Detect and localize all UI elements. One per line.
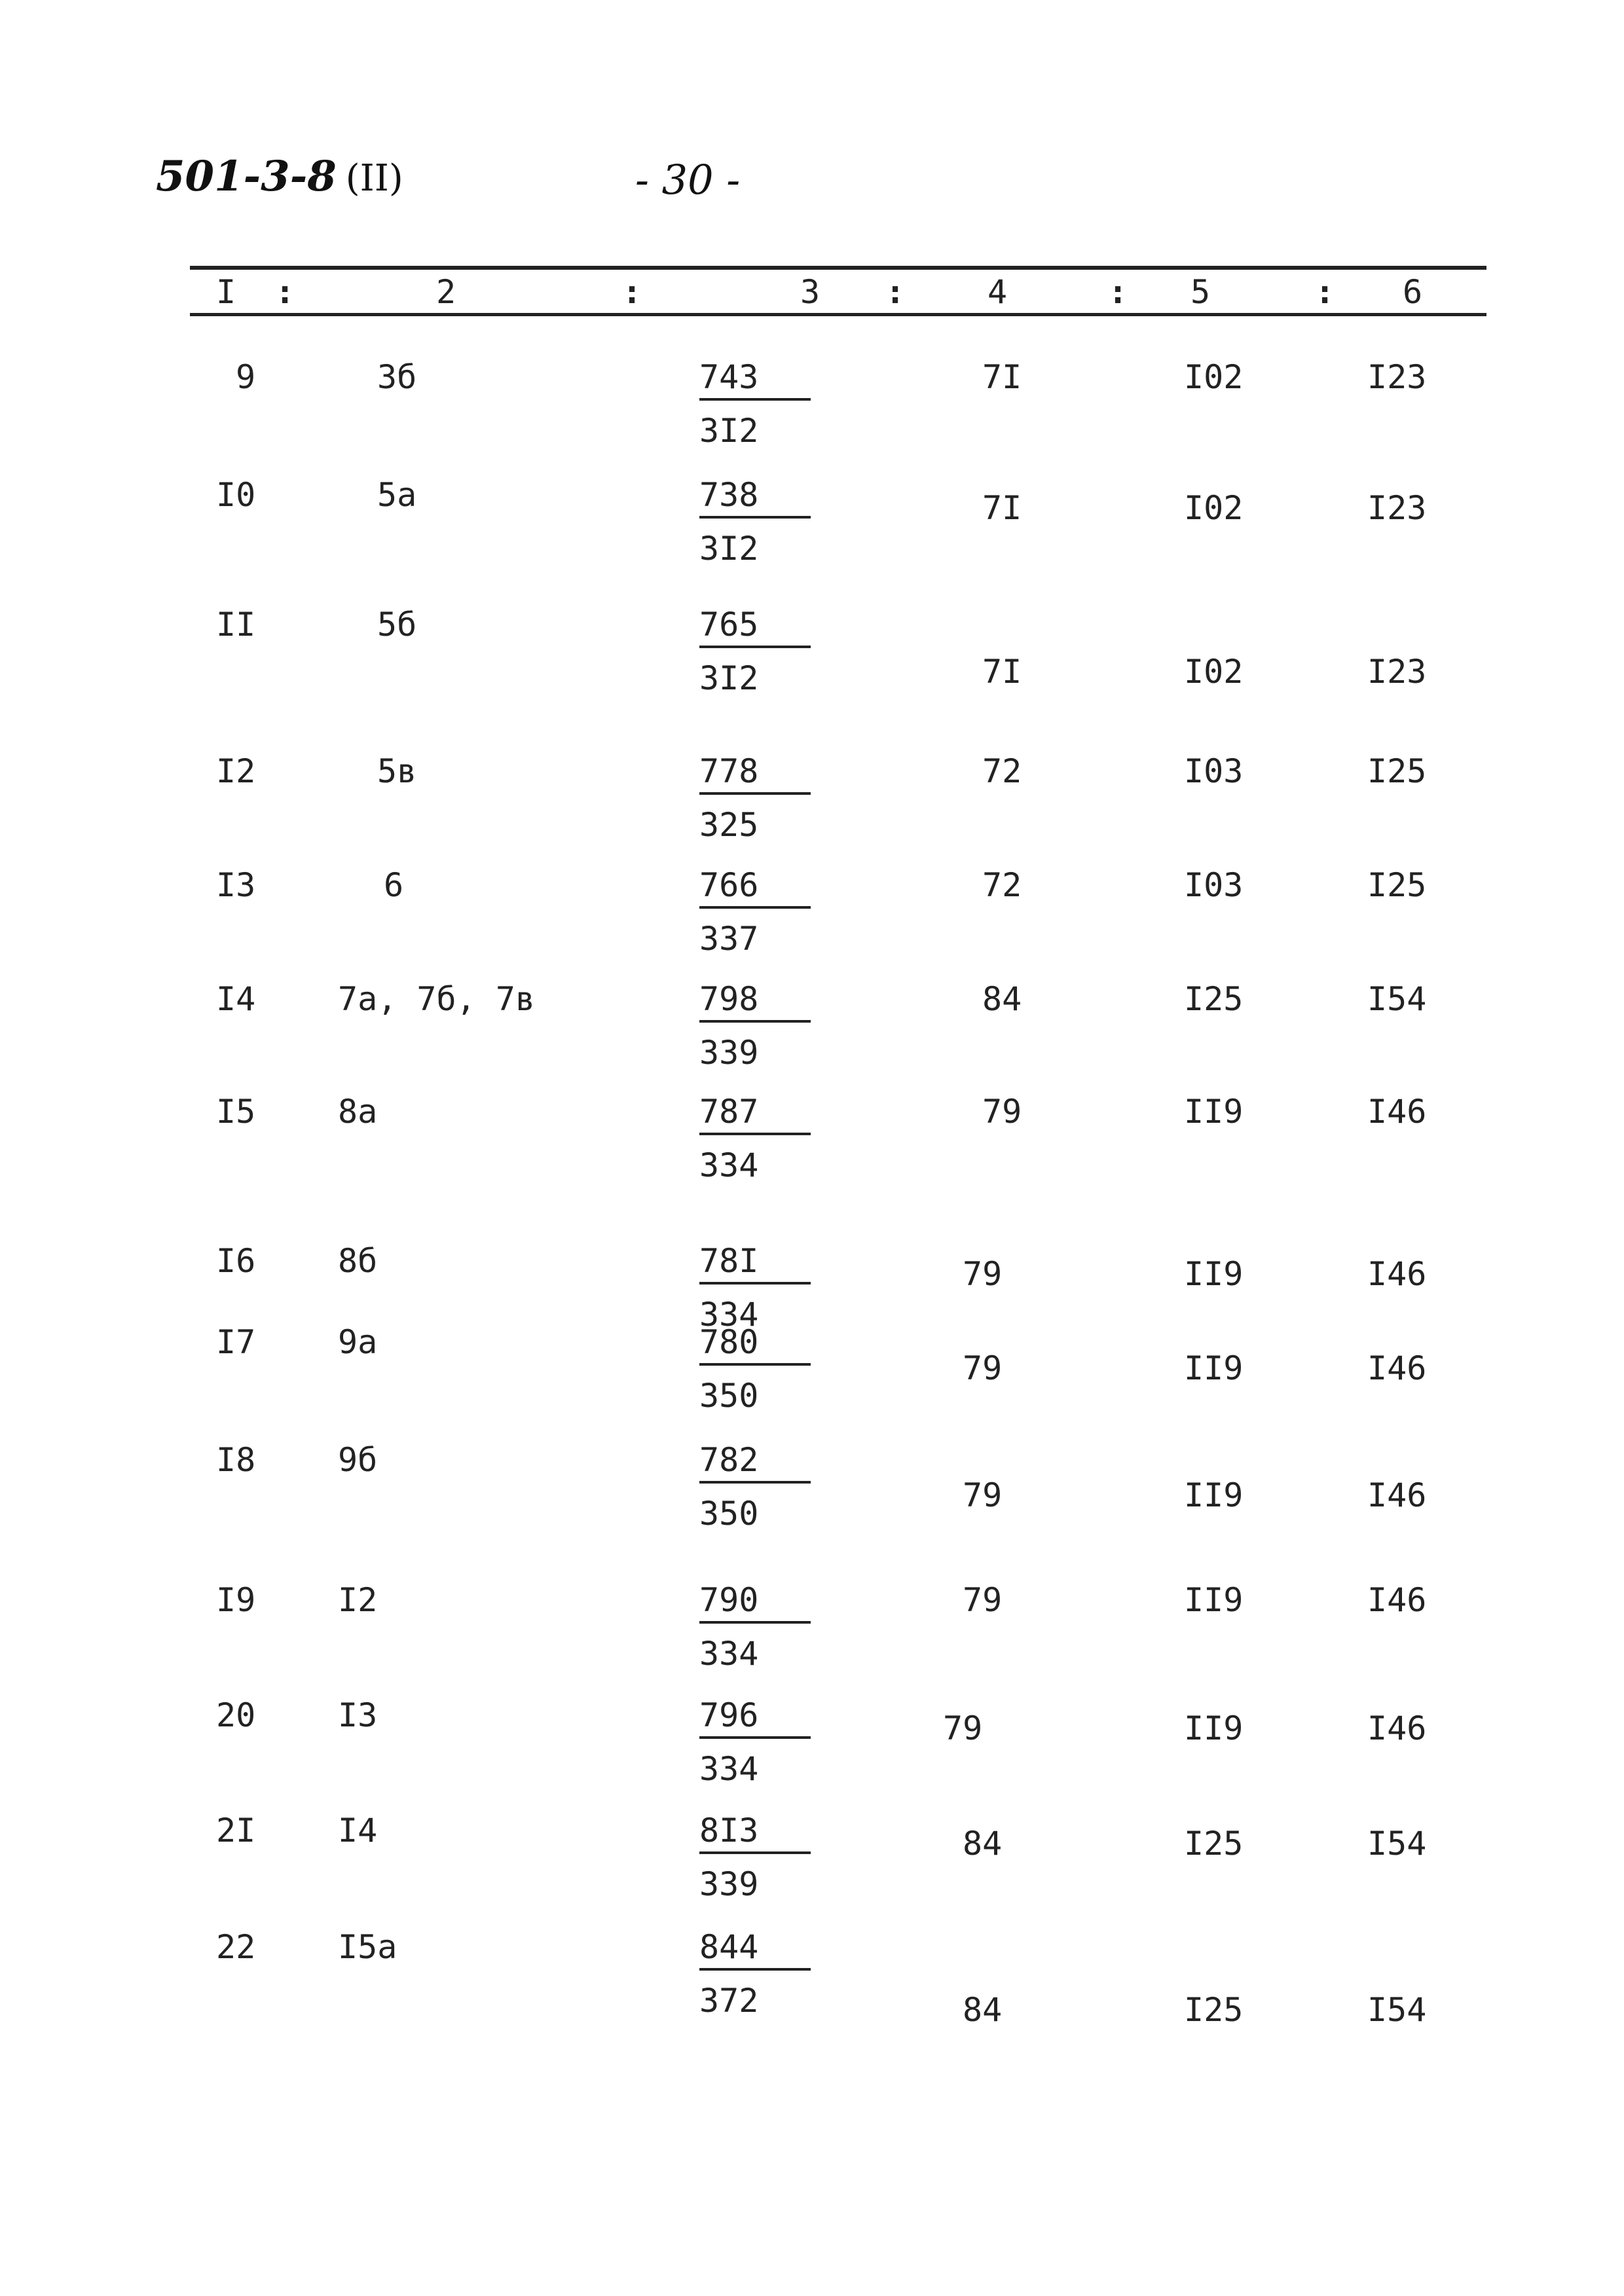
row-number: II — [216, 606, 256, 644]
fraction-denominator: 334 — [699, 1635, 759, 1673]
fraction-value — [699, 1811, 811, 1904]
fraction-value — [699, 866, 811, 958]
fraction-value — [699, 1092, 811, 1185]
fraction-numerator: 787 — [699, 1092, 811, 1135]
value-col-5: II9 — [1184, 1349, 1244, 1387]
section-label: 9б — [338, 1441, 378, 1479]
document-code — [156, 152, 403, 201]
value-col-4: 79 — [963, 1581, 1003, 1619]
fraction-value — [699, 1322, 811, 1415]
fraction-numerator: 738 — [699, 475, 811, 519]
row-number: I7 — [216, 1323, 256, 1361]
row-number: 9 — [236, 358, 256, 396]
column-header-1: I — [216, 273, 236, 311]
fraction-denominator: 372 — [699, 1982, 759, 2020]
value-col-4: 84 — [963, 1991, 1003, 2029]
value-col-6: I25 — [1367, 752, 1427, 790]
column-separator: : — [1315, 273, 1335, 311]
fraction-denominator: 334 — [699, 1750, 759, 1788]
value-col-4: 84 — [982, 980, 1022, 1018]
value-col-5: II9 — [1184, 1581, 1244, 1619]
value-col-4: 79 — [963, 1349, 1003, 1387]
value-col-5: I02 — [1184, 653, 1244, 691]
value-col-6: I23 — [1367, 358, 1427, 396]
fraction-numerator: 790 — [699, 1580, 811, 1624]
value-col-6: I54 — [1367, 1991, 1427, 2029]
value-col-4: 72 — [982, 752, 1022, 790]
column-separator: : — [885, 273, 906, 311]
value-col-6: I25 — [1367, 866, 1427, 904]
value-col-4: 72 — [982, 866, 1022, 904]
value-col-4: 7I — [982, 653, 1022, 691]
row-number: I2 — [216, 752, 256, 790]
fraction-numerator: 766 — [699, 866, 811, 909]
value-col-6: I46 — [1367, 1709, 1427, 1747]
fraction-denominator: 334 — [699, 1296, 759, 1334]
row-number: I9 — [216, 1581, 256, 1619]
fraction-denominator: 350 — [699, 1377, 759, 1415]
row-number: 2I — [216, 1812, 256, 1850]
column-header-6: 6 — [1403, 273, 1423, 311]
section-label: I5a — [338, 1928, 397, 1966]
fraction-denominator: 3I2 — [699, 530, 759, 568]
table-header-rule — [190, 313, 1486, 316]
fraction-denominator: 334 — [699, 1146, 759, 1184]
fraction-value — [699, 1696, 811, 1789]
fraction-value — [699, 357, 811, 450]
value-col-6: I23 — [1367, 489, 1427, 527]
fraction-numerator: 743 — [699, 357, 811, 401]
fraction-numerator: 844 — [699, 1927, 811, 1971]
row-number: I5 — [216, 1093, 256, 1131]
section-label: 5a — [377, 476, 417, 514]
value-col-6: I23 — [1367, 653, 1427, 691]
fraction-denominator: 3I2 — [699, 412, 759, 450]
row-number: 20 — [216, 1696, 256, 1734]
value-col-5: II9 — [1184, 1093, 1244, 1131]
value-col-5: I25 — [1184, 1991, 1244, 2029]
fraction-numerator: 765 — [699, 605, 811, 648]
value-col-5: I25 — [1184, 980, 1244, 1018]
fraction-value — [699, 1580, 811, 1673]
row-number: I4 — [216, 980, 256, 1018]
fraction-value — [699, 1927, 811, 2020]
fraction-value — [699, 1440, 811, 1533]
document-code-suffix: (II) — [345, 157, 403, 200]
value-col-5: I03 — [1184, 752, 1244, 790]
value-col-5: I03 — [1184, 866, 1244, 904]
section-label: 8б — [338, 1242, 378, 1280]
value-col-6: I46 — [1367, 1476, 1427, 1514]
column-header-3: 3 — [800, 273, 821, 311]
fraction-denominator: 325 — [699, 806, 759, 844]
table-top-rule — [190, 266, 1486, 270]
column-header-4: 4 — [987, 273, 1008, 311]
section-label: 7a, 7б, 7в — [338, 980, 536, 1018]
value-col-6: I54 — [1367, 1825, 1427, 1863]
value-col-5: II9 — [1184, 1476, 1244, 1514]
fraction-denominator: 350 — [699, 1495, 759, 1533]
document-code-number: 501-3-8 — [156, 152, 337, 201]
row-number: 22 — [216, 1928, 256, 1966]
column-header-2: 2 — [436, 273, 456, 311]
fraction-value — [699, 605, 811, 698]
section-label: 9a — [338, 1323, 378, 1361]
column-separator: : — [622, 273, 642, 311]
row-number: I3 — [216, 866, 256, 904]
section-label: I3 — [338, 1696, 378, 1734]
value-col-4: 7I — [982, 489, 1022, 527]
fraction-numerator: 780 — [699, 1322, 811, 1366]
value-col-4: 7I — [982, 358, 1022, 396]
fraction-value — [699, 752, 811, 845]
fraction-numerator: 782 — [699, 1440, 811, 1484]
value-col-5: II9 — [1184, 1255, 1244, 1293]
fraction-denominator: 337 — [699, 920, 759, 958]
value-col-6: I46 — [1367, 1093, 1427, 1131]
value-col-5: I25 — [1184, 1825, 1244, 1863]
value-col-6: I46 — [1367, 1349, 1427, 1387]
value-col-6: I46 — [1367, 1581, 1427, 1619]
value-col-4: 79 — [963, 1255, 1003, 1293]
row-number: I0 — [216, 476, 256, 514]
fraction-numerator: 796 — [699, 1696, 811, 1739]
value-col-5: I02 — [1184, 358, 1244, 396]
fraction-value — [699, 979, 811, 1072]
section-label: 3б — [377, 358, 417, 396]
column-separator: : — [1108, 273, 1128, 311]
fraction-numerator: 78I — [699, 1241, 811, 1285]
row-number: I6 — [216, 1242, 256, 1280]
fraction-numerator: 778 — [699, 752, 811, 795]
fraction-denominator: 339 — [699, 1034, 759, 1072]
value-col-4: 79 — [943, 1709, 983, 1747]
row-number: I8 — [216, 1441, 256, 1479]
value-col-5: I02 — [1184, 489, 1244, 527]
column-header-5: 5 — [1190, 273, 1211, 311]
section-label: 6 — [384, 866, 404, 904]
value-col-4: 79 — [982, 1093, 1022, 1131]
section-label: I2 — [338, 1581, 378, 1619]
section-label: I4 — [338, 1812, 378, 1850]
value-col-6: I54 — [1367, 980, 1427, 1018]
fraction-denominator: 3I2 — [699, 659, 759, 697]
column-separator: : — [275, 273, 295, 311]
fraction-denominator: 339 — [699, 1865, 759, 1903]
value-col-4: 84 — [963, 1825, 1003, 1863]
value-col-6: I46 — [1367, 1255, 1427, 1293]
fraction-value — [699, 1241, 811, 1334]
value-col-4: 79 — [963, 1476, 1003, 1514]
section-label: 5в — [377, 752, 417, 790]
fraction-numerator: 8I3 — [699, 1811, 811, 1854]
value-col-5: II9 — [1184, 1709, 1244, 1747]
section-label: 8a — [338, 1093, 378, 1131]
page-number: - 30 - — [635, 156, 741, 204]
section-label: 5б — [377, 606, 417, 644]
fraction-numerator: 798 — [699, 979, 811, 1023]
fraction-value — [699, 475, 811, 568]
